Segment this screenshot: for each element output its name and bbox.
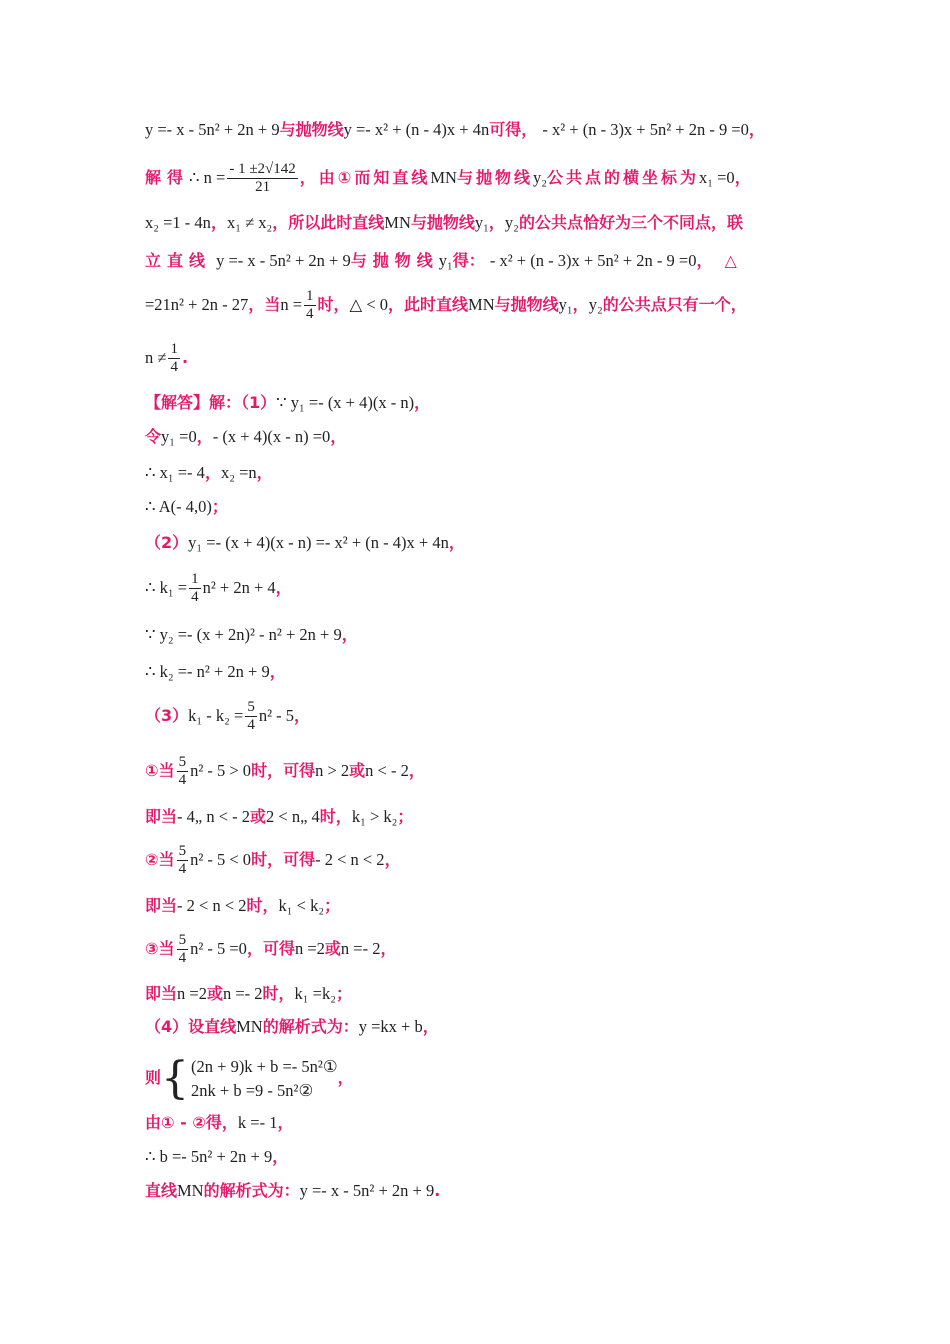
text: ， bbox=[330, 427, 347, 446]
math: y₁ =0 bbox=[161, 427, 197, 446]
equation-system-line bbox=[145, 1052, 830, 1104]
text: 时， bbox=[246, 896, 279, 915]
text: ， bbox=[448, 533, 465, 552]
text: 可得， bbox=[489, 120, 538, 139]
case-2-line bbox=[145, 840, 830, 880]
math: x₂ =n bbox=[220, 463, 257, 482]
text: 的解析式为： bbox=[203, 1181, 300, 1200]
math: n² - 5 bbox=[258, 706, 295, 725]
math: n < - 2 bbox=[365, 761, 409, 780]
solution-line-12 bbox=[145, 568, 830, 608]
text: 或 bbox=[349, 761, 366, 780]
text: ； bbox=[335, 984, 352, 1003]
text: 直线 bbox=[145, 1181, 178, 1200]
math: - (x + 4)(x - n) =0 bbox=[212, 427, 331, 446]
text: ； bbox=[397, 807, 414, 826]
solution-line-10 bbox=[145, 494, 830, 520]
text: ， bbox=[204, 463, 221, 482]
fraction bbox=[227, 161, 297, 196]
math: y₂ bbox=[532, 168, 547, 187]
math: n =2 bbox=[177, 984, 207, 1003]
solution-line-25 bbox=[145, 1144, 830, 1170]
text: ， bbox=[294, 706, 311, 725]
text: 的解析式为： bbox=[262, 1017, 359, 1036]
fraction bbox=[245, 699, 257, 734]
text: ， bbox=[269, 662, 286, 681]
case-3-line bbox=[145, 929, 830, 969]
math: - 2 < n < 2 bbox=[177, 896, 247, 915]
answer-heading: 【解答】解：（1） bbox=[145, 393, 277, 412]
math-parabola: y =- x² + (n - 4)x + 4n bbox=[343, 120, 490, 139]
math: =21n² + 2n - 27 bbox=[145, 295, 249, 314]
text: ②当 bbox=[145, 850, 175, 869]
solution-line-5 bbox=[145, 285, 830, 325]
solution-line-21 bbox=[145, 981, 830, 1007]
text: 或 bbox=[324, 939, 341, 958]
math: n² - 5 =0 bbox=[190, 939, 247, 958]
math: ∵ y₁ =- (x + 4)(x - n) bbox=[276, 393, 415, 412]
text: 公共点的横坐标为 bbox=[546, 168, 699, 187]
final-answer-line bbox=[145, 1178, 830, 1204]
math: 2 < n„ 4 bbox=[266, 807, 320, 826]
text: 时， bbox=[262, 984, 295, 1003]
math: n =2 bbox=[294, 939, 325, 958]
text: 时， bbox=[317, 295, 350, 314]
text: 立直线 bbox=[145, 251, 212, 270]
text: ③当 bbox=[145, 939, 175, 958]
text: ， bbox=[748, 120, 765, 139]
math: - 4„ n < - 2 bbox=[177, 807, 251, 826]
text: 即当 bbox=[145, 807, 178, 826]
math-line-equation: y =- x - 5n² + 2n + 9 bbox=[145, 120, 280, 139]
text: ， bbox=[734, 168, 751, 187]
text: ； bbox=[211, 497, 228, 516]
math: y =- x - 5n² + 2n + 9 bbox=[216, 251, 351, 270]
text: ， bbox=[210, 213, 227, 232]
solution-line-3 bbox=[145, 210, 830, 236]
text: ， bbox=[337, 1068, 354, 1087]
text: ， bbox=[414, 393, 431, 412]
math: k₁ < k₂ bbox=[278, 896, 325, 915]
text: ， bbox=[380, 939, 397, 958]
text: ， bbox=[277, 1113, 294, 1132]
text: . bbox=[181, 348, 189, 367]
text: 与抛物线 bbox=[350, 251, 439, 270]
text: 即当 bbox=[145, 896, 178, 915]
math: MN bbox=[468, 295, 495, 314]
math: ∴ k₁ = bbox=[145, 578, 188, 597]
math: n² - 5 < 0 bbox=[190, 850, 252, 869]
text: ， bbox=[408, 761, 425, 780]
fraction-numerator: 5 bbox=[178, 932, 187, 948]
text: ，当 bbox=[248, 295, 281, 314]
part-3-line bbox=[145, 696, 830, 736]
fraction-numerator: 5 bbox=[178, 843, 187, 859]
solution-line-14 bbox=[145, 659, 830, 685]
math: y =kx + b bbox=[358, 1017, 423, 1036]
text: 时，可得 bbox=[251, 850, 316, 869]
part-2-line bbox=[145, 530, 830, 556]
math: MN bbox=[430, 168, 457, 187]
text: （3） bbox=[145, 706, 189, 725]
text: ①当 bbox=[145, 761, 175, 780]
math: k₁ =k₂ bbox=[294, 984, 336, 1003]
text: 与抛物线 bbox=[279, 120, 344, 139]
fraction bbox=[189, 571, 201, 606]
math: n =- 2 bbox=[222, 984, 263, 1003]
text: ，此时直线 bbox=[388, 295, 469, 314]
math: - x² + (n - 3)x + 5n² + 2n - 9 =0 bbox=[489, 251, 697, 270]
fraction-denominator: 4 bbox=[191, 589, 199, 605]
text: ， bbox=[256, 463, 273, 482]
text: ， bbox=[275, 578, 292, 597]
text: 或 bbox=[206, 984, 223, 1003]
text: （2） bbox=[145, 533, 189, 552]
solution-line-13 bbox=[145, 622, 830, 648]
math: ∴ n = bbox=[189, 168, 226, 187]
fraction bbox=[168, 341, 180, 376]
fraction-numerator: 1 bbox=[306, 288, 314, 304]
solution-line-2 bbox=[145, 158, 830, 198]
solution-line-9 bbox=[145, 460, 830, 486]
text: ，由①而知直线 bbox=[299, 168, 431, 187]
text: 与抛物线 bbox=[456, 168, 533, 187]
fraction-numerator: 5 bbox=[178, 754, 187, 770]
equation-2: 2nk + b =9 - 5n²② bbox=[191, 1080, 314, 1100]
math: y₂ bbox=[504, 213, 519, 232]
fraction-numerator: 5 bbox=[247, 699, 255, 715]
fraction bbox=[177, 843, 189, 878]
math: ∵ y₂ =- (x + 2n)² - n² + 2n + 9 bbox=[145, 625, 342, 644]
answer-heading-line bbox=[145, 390, 830, 416]
solution-line-1 bbox=[145, 117, 830, 143]
text: （4）设直线 bbox=[145, 1017, 237, 1036]
math: y =- x - 5n² + 2n + 9 bbox=[299, 1181, 435, 1200]
text: ，△ bbox=[696, 251, 749, 270]
math: n² - 5 > 0 bbox=[190, 761, 252, 780]
fraction bbox=[304, 288, 316, 323]
math: k₁ - k₂ = bbox=[188, 706, 244, 725]
math: x₁ =0 bbox=[699, 168, 735, 187]
solution-line-4 bbox=[145, 248, 830, 274]
fraction-denominator: 21 bbox=[255, 179, 271, 195]
text: ， bbox=[572, 295, 589, 314]
text: 由① - ②得， bbox=[145, 1113, 238, 1132]
fraction-denominator: 4 bbox=[247, 717, 255, 733]
fraction-denominator: 4 bbox=[306, 306, 314, 322]
text: ， bbox=[384, 850, 401, 869]
text: 与抛物线 bbox=[410, 213, 475, 232]
text: 得： bbox=[452, 251, 485, 270]
text: 时，可得 bbox=[251, 761, 316, 780]
text: ，所以此时直线 bbox=[272, 213, 385, 232]
text: 时， bbox=[319, 807, 352, 826]
text: 即当 bbox=[145, 984, 178, 1003]
fraction bbox=[177, 754, 189, 789]
math: MN bbox=[384, 213, 411, 232]
text: 的公共点只有一个， bbox=[602, 295, 747, 314]
math: ∴ x₁ =- 4 bbox=[145, 463, 205, 482]
brace-icon: { bbox=[161, 1052, 190, 1104]
math: n² + 2n + 4 bbox=[202, 578, 276, 597]
math: x₁ ≠ x₂ bbox=[226, 213, 273, 232]
text: 则 bbox=[145, 1068, 162, 1087]
math: y₁ bbox=[474, 213, 489, 232]
math: x₂ =1 - 4n bbox=[145, 213, 211, 232]
text: ， bbox=[196, 427, 213, 446]
fraction-denominator: 4 bbox=[178, 861, 187, 877]
fraction-numerator: 1 bbox=[170, 341, 178, 357]
solution-line-19 bbox=[145, 893, 830, 919]
fraction bbox=[177, 932, 189, 967]
fraction-numerator: - 1 ±2√142 bbox=[229, 161, 296, 177]
fraction-denominator: 4 bbox=[178, 950, 187, 966]
math: ∴ k₂ =- n² + 2n + 9 bbox=[145, 662, 270, 681]
math: MN bbox=[177, 1181, 204, 1200]
math: - 2 < n < 2 bbox=[315, 850, 385, 869]
text: . bbox=[434, 1181, 441, 1200]
text: ，可得 bbox=[246, 939, 295, 958]
math: n > 2 bbox=[315, 761, 350, 780]
math: n ≠ bbox=[145, 348, 167, 367]
equation-1: (2n + 9)k + b =- 5n²① bbox=[191, 1056, 338, 1076]
text: 令 bbox=[145, 427, 162, 446]
text: 与抛物线 bbox=[494, 295, 559, 314]
math: MN bbox=[236, 1017, 263, 1036]
math: ∴ b =- 5n² + 2n + 9 bbox=[145, 1147, 273, 1166]
math: n =- 2 bbox=[340, 939, 381, 958]
solution-line-17 bbox=[145, 804, 830, 830]
math: k₁ > k₂ bbox=[351, 807, 398, 826]
text: ， bbox=[488, 213, 505, 232]
math: △ < 0 bbox=[349, 295, 389, 314]
case-1-line bbox=[145, 751, 830, 791]
equation-system bbox=[191, 1055, 338, 1103]
math-equation: - x² + (n - 3)x + 5n² + 2n - 9 =0 bbox=[542, 120, 749, 139]
text: 或 bbox=[250, 807, 267, 826]
text: ， bbox=[272, 1147, 289, 1166]
part-4-line bbox=[145, 1014, 830, 1040]
text: ； bbox=[324, 896, 341, 915]
math: y₁ bbox=[438, 251, 453, 270]
solution-line-8 bbox=[145, 424, 830, 450]
fraction-numerator: 1 bbox=[191, 571, 199, 587]
math: y₂ bbox=[588, 295, 603, 314]
fraction-denominator: 4 bbox=[178, 772, 187, 788]
text: 解得 bbox=[145, 168, 190, 187]
math: y₁ =- (x + 4)(x - n) =- x² + (n - 4)x + 4n bbox=[188, 533, 449, 552]
math: k =- 1 bbox=[237, 1113, 278, 1132]
text: ， bbox=[341, 625, 358, 644]
text: ， bbox=[422, 1017, 439, 1036]
solution-line-24 bbox=[145, 1110, 830, 1136]
math: y₁ bbox=[558, 295, 573, 314]
solution-line-6 bbox=[145, 338, 830, 378]
math: ∴ A(- 4,0) bbox=[145, 497, 212, 516]
text: 的公共点恰好为三个不同点，联 bbox=[518, 213, 743, 232]
math: n = bbox=[280, 295, 303, 314]
fraction-denominator: 4 bbox=[170, 359, 178, 375]
